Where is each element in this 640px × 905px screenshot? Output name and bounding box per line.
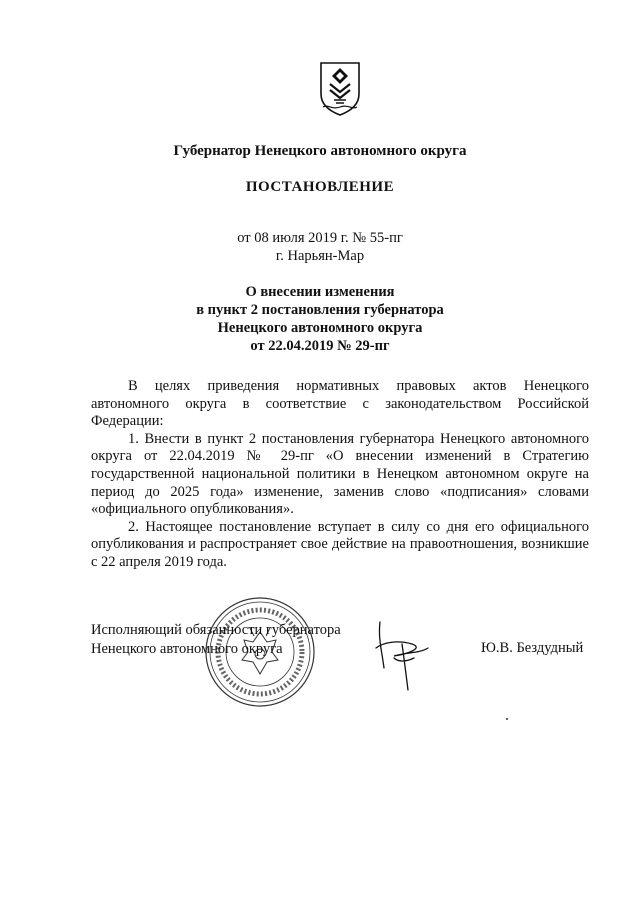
handwritten-signature-icon [372,618,442,698]
city: г. Нарьян-Мар [275,248,365,264]
position-line: Ненецкого автономного округа [91,641,283,657]
clause-1-paragraph: 1. Внести в пункт 2 постановления губернатора Ненецкого автономного округа от 22.04.2019 № 29-пг «О внесении изменений в Стратегию государственной национальной политики в Ненецком автономном округе на период до 2025 года» изменение, заменив слово «подписания» словами «официального опубликования». [91,430,589,518]
signatory-name: Ю.В. Бездудный [481,640,584,656]
date-number: от 08 июля 2019 г. № 55-пг [237,230,403,246]
clause-2-paragraph: 2. Настоящее постановление вступает в силу со дня его официального опубликования и распространяет свое действие на правоотношения, возникшие с 22 апреля 2019 года. [91,518,589,570]
document-body [91,378,589,572]
date-and-place [0,229,640,265]
subject-line: Ненецкого автономного округа [217,320,423,336]
issuing-authority: Губернатор Ненецкого автономного округа [173,143,467,159]
scan-speck [506,718,508,720]
position-line: Исполняющий обязанности губернатора [91,622,341,638]
document-subject [0,283,640,355]
preamble-paragraph: В целях приведения нормативных правовых актов Ненецкого автономного округа в соответствие с законодательством Российской Федерации: [91,378,589,430]
document-type: ПОСТАНОВЛЕНИЕ [245,179,395,195]
signatory-position [91,621,341,659]
nao-coat-of-arms-icon [318,60,362,116]
subject-line: от 22.04.2019 № 29-пг [250,338,390,354]
subject-line: в пункт 2 постановления губернатора [196,302,444,318]
subject-line: О внесении изменения [245,284,395,300]
